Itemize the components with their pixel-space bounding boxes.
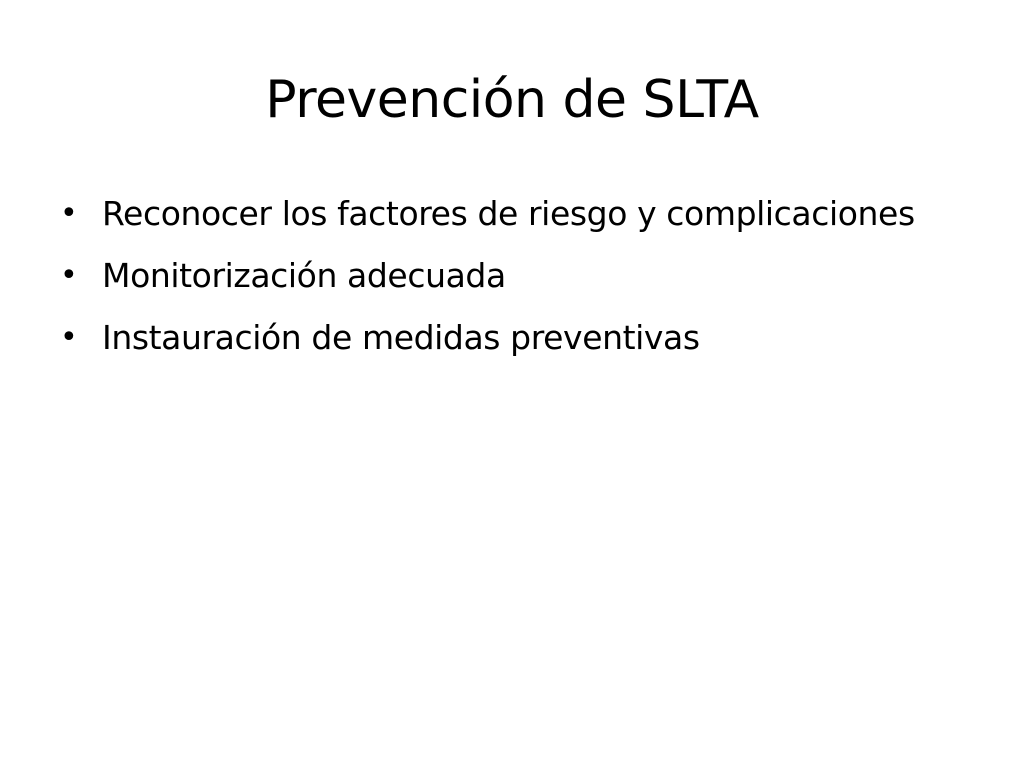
bullet-text: Instauración de medidas preventivas (102, 318, 700, 357)
bullet-list (60, 192, 940, 378)
bullet-dot-icon: • (60, 320, 78, 355)
slide-title: Prevención de SLTA (265, 70, 759, 130)
bullet-text: Monitorización adecuada (102, 256, 506, 295)
bullet-item-risk-factors (60, 192, 940, 236)
bullet-item-monitoring (60, 254, 940, 298)
bullet-dot-icon: • (60, 196, 78, 231)
bullet-text: Reconocer los factores de riesgo y complicaciones (102, 194, 915, 233)
bullet-dot-icon: • (60, 258, 78, 293)
bullet-item-preventive-measures (60, 316, 940, 360)
